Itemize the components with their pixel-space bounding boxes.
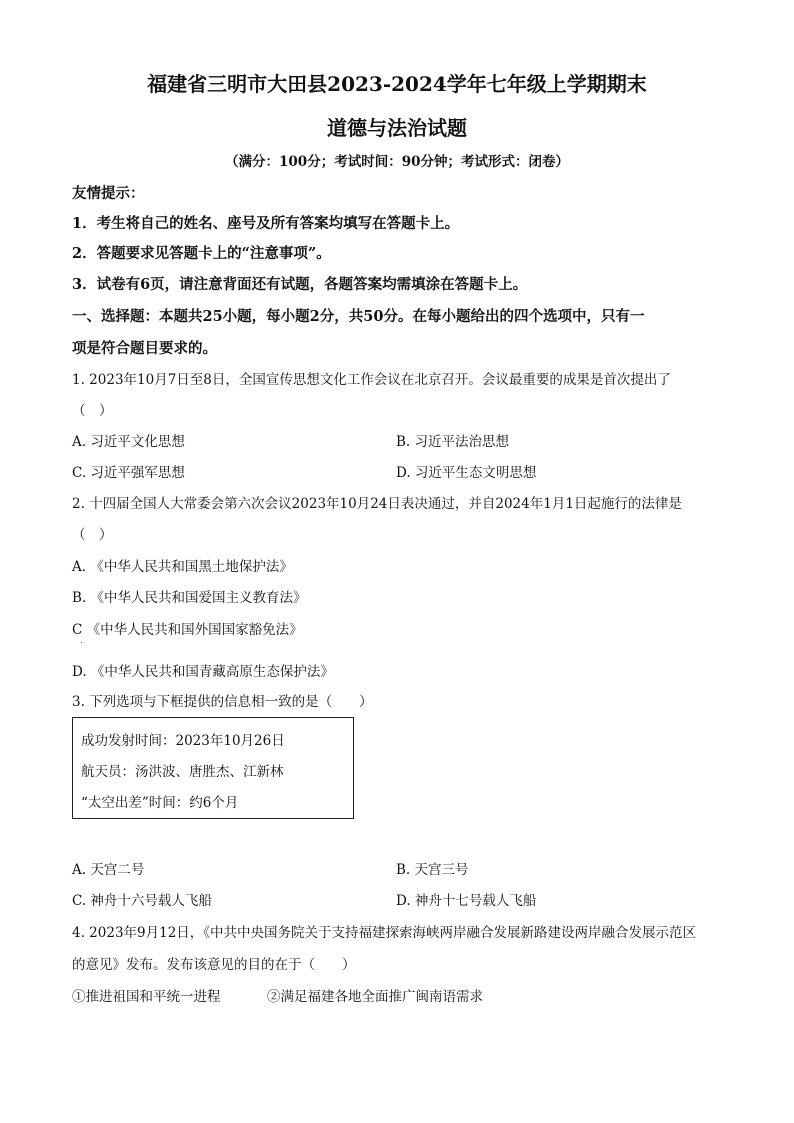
question-2-option-d: D. 《中华人民共和国青藏高原生态保护法》 bbox=[72, 664, 334, 680]
question-1-stem: 1. 2023年10月7日至8日，全国宣传思想文化工作会议在北京召开。会议最重要的成果是首次提出了 bbox=[72, 372, 671, 388]
info-box bbox=[72, 717, 354, 819]
question-3-stem: 3. 下列选项与下框提供的信息相一致的是（ ） bbox=[72, 694, 373, 710]
section-heading: 一、选择题：本题共25小题，每小题2分，共50分。在每小题给出的四个选项中，只有一 bbox=[72, 308, 645, 325]
question-1-option-d: D. 习近平生态文明思想 bbox=[396, 465, 537, 481]
section-heading-cont: 项是符合题目要求的。 bbox=[72, 340, 217, 357]
question-4-choice-1: ①推进祖国和平统一进程 bbox=[72, 989, 221, 1005]
question-4-choice-2: ②满足福建各地全面推广闽南语需求 bbox=[267, 989, 483, 1005]
subject-title: 道德与法治试题 bbox=[327, 116, 467, 140]
question-2-stem: 2. 十四届全国人大常委会第六次会议2023年10月24日表决通过，并自2024年1月1日起施行的法律是 bbox=[72, 496, 682, 512]
question-2-option-b: B. 《中华人民共和国爱国主义教育法》 bbox=[72, 590, 307, 606]
tips-heading: 友情提示： bbox=[72, 185, 145, 202]
question-1-option-b: B. 习近平法治思想 bbox=[396, 434, 510, 450]
question-3-option-b: B. 天宫三号 bbox=[396, 862, 469, 878]
question-2-blank: （ ） bbox=[72, 527, 113, 543]
info-box-line: 成功发射时间：2023年10月26日 bbox=[81, 733, 285, 749]
exam-info: （满分：100分；考试时间：90分钟；考试形式：闭卷） bbox=[225, 154, 569, 170]
question-2-option-a: A. 《中华人民共和国黑土地保护法》 bbox=[72, 559, 293, 575]
question-1-option-c: C. 习近平强军思想 bbox=[72, 465, 185, 481]
question-3-option-c: C. 神舟十六号载人飞船 bbox=[72, 893, 212, 909]
info-box-line: 航天员：汤洪波、唐胜杰、江新林 bbox=[81, 764, 284, 780]
info-box-line: “太空出差”时间：约6个月 bbox=[81, 795, 239, 811]
question-2-option-c: C 《中华人民共和国外国国家豁免法》 bbox=[72, 622, 303, 638]
tip-item: 3．试卷有6页，请注意背面还有试题，各题答案均需填涂在答题卡上。 bbox=[72, 276, 528, 293]
stray-mark: . bbox=[80, 636, 83, 646]
question-4-stem-cont: 的意见》发布。发布该意见的目的在于（ ） bbox=[72, 957, 356, 973]
tip-item: 2．答题要求见答题卡上的“注意事项”。 bbox=[72, 245, 331, 262]
question-1-blank: （ ） bbox=[72, 403, 113, 419]
question-1-option-a: A. 习近平文化思想 bbox=[72, 434, 185, 450]
tip-item: 1．考生将自己的姓名、座号及所有答案均填写在答题卡上。 bbox=[72, 215, 460, 232]
exam-title: 福建省三明市大田县2023-2024学年七年级上学期期末 bbox=[147, 72, 647, 96]
question-3-option-a: A. 天宫二号 bbox=[72, 862, 145, 878]
question-4-stem: 4. 2023年9月12日，《中共中央国务院关于支持福建探索海峡两岸融合发展新路建设两岸融合发展示范区 bbox=[72, 925, 697, 941]
question-3-option-d: D. 神舟十七号载人飞船 bbox=[396, 893, 537, 909]
